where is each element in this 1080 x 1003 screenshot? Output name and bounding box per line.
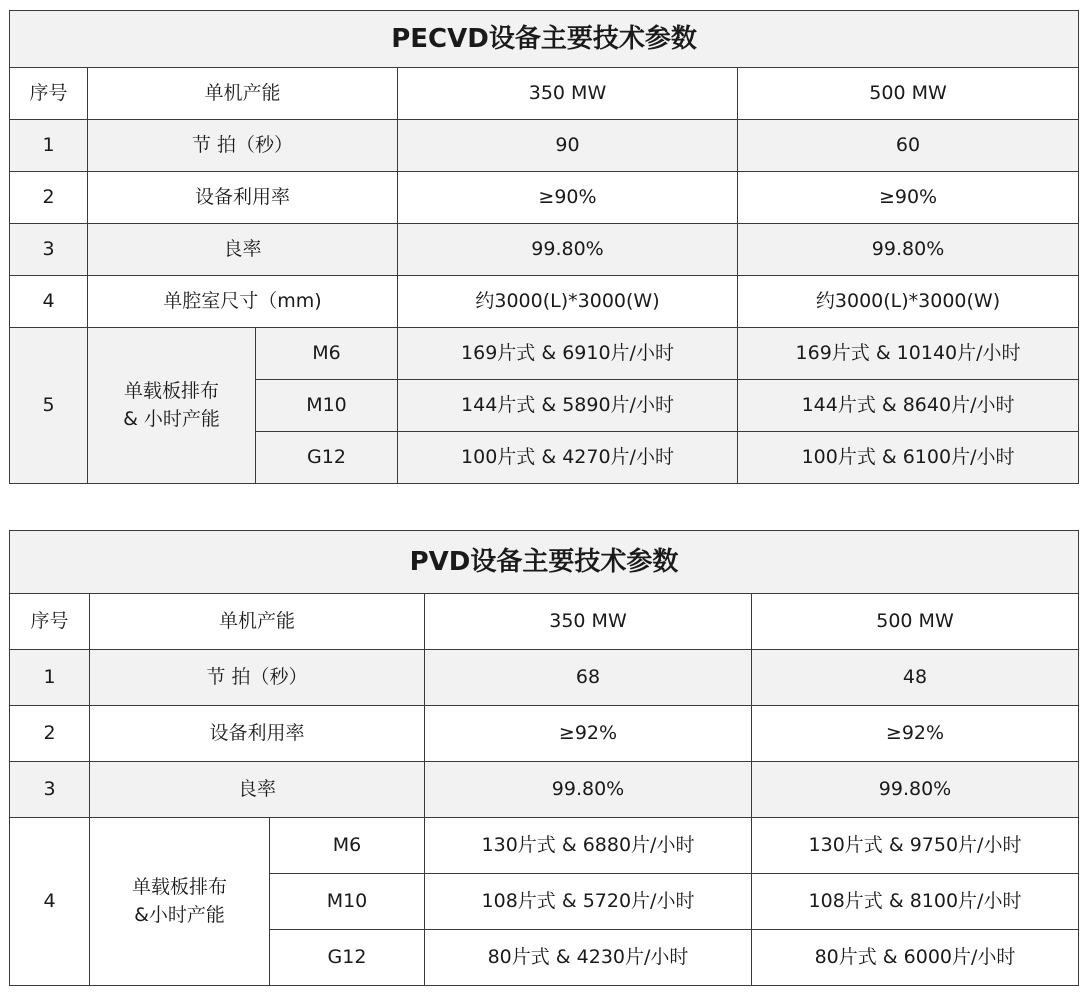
pecvd-spec-table xyxy=(9,10,1079,484)
value-350mw: ≥92% xyxy=(425,706,752,762)
row-label: 良率 xyxy=(88,224,398,276)
value-350mw: 约3000(L)*3000(W) xyxy=(398,276,738,328)
header-capacity: 单机产能 xyxy=(90,594,425,650)
value-500mw: 60 xyxy=(738,120,1079,172)
value-350mw: 169片式 & 6910片/小时 xyxy=(398,328,738,380)
value-500mw: 48 xyxy=(752,650,1079,706)
value-500mw: 130片式 & 9750片/小时 xyxy=(752,818,1079,874)
pecvd-table-title: PECVD设备主要技术参数 xyxy=(10,11,1079,68)
row-no: 3 xyxy=(10,762,90,818)
header-500mw: 500 MW xyxy=(752,594,1079,650)
row-label: 设备利用率 xyxy=(88,172,398,224)
header-no: 序号 xyxy=(10,68,88,120)
pvd-table-title: PVD设备主要技术参数 xyxy=(10,531,1079,594)
value-350mw: 80片式 & 4230片/小时 xyxy=(425,930,752,986)
value-500mw: 169片式 & 10140片/小时 xyxy=(738,328,1079,380)
value-350mw: 130片式 & 6880片/小时 xyxy=(425,818,752,874)
table-row xyxy=(10,172,1079,224)
row-no: 5 xyxy=(10,328,88,484)
value-500mw: 99.80% xyxy=(738,224,1079,276)
wafer-size: M10 xyxy=(256,380,398,432)
wafer-size: M6 xyxy=(270,818,425,874)
header-350mw: 350 MW xyxy=(398,68,738,120)
pecvd-header-row xyxy=(10,68,1079,120)
value-500mw: 108片式 & 8100片/小时 xyxy=(752,874,1079,930)
row-no: 3 xyxy=(10,224,88,276)
value-500mw: 80片式 & 6000片/小时 xyxy=(752,930,1079,986)
table-row xyxy=(10,762,1079,818)
row-label: 单腔室尺寸（mm) xyxy=(88,276,398,328)
row-label: 节 拍（秒） xyxy=(90,650,425,706)
pvd-spec-table xyxy=(9,530,1079,986)
table-row xyxy=(10,224,1079,276)
row-no: 2 xyxy=(10,706,90,762)
value-350mw: 99.80% xyxy=(425,762,752,818)
wafer-size: G12 xyxy=(256,432,398,484)
table-row xyxy=(10,818,1079,874)
group-label-line1: 单载板排布 xyxy=(123,379,219,402)
value-500mw: 144片式 & 8640片/小时 xyxy=(738,380,1079,432)
value-350mw: 144片式 & 5890片/小时 xyxy=(398,380,738,432)
row-no: 2 xyxy=(10,172,88,224)
value-350mw: 99.80% xyxy=(398,224,738,276)
row-no: 1 xyxy=(10,120,88,172)
value-500mw: 约3000(L)*3000(W) xyxy=(738,276,1079,328)
group-label-line1: 单载板排布 xyxy=(131,875,227,898)
row-no: 4 xyxy=(10,276,88,328)
table-row xyxy=(10,706,1079,762)
value-350mw: 100片式 & 4270片/小时 xyxy=(398,432,738,484)
value-350mw: 68 xyxy=(425,650,752,706)
header-350mw: 350 MW xyxy=(425,594,752,650)
value-500mw: 99.80% xyxy=(752,762,1079,818)
value-500mw: ≥92% xyxy=(752,706,1079,762)
header-no: 序号 xyxy=(10,594,90,650)
value-350mw: 90 xyxy=(398,120,738,172)
group-label-line2: & 小时产能 xyxy=(123,407,220,430)
table-row xyxy=(10,650,1079,706)
table-row xyxy=(10,120,1079,172)
group-label-line2: &小时产能 xyxy=(134,903,225,926)
header-capacity: 单机产能 xyxy=(88,68,398,120)
value-350mw: ≥90% xyxy=(398,172,738,224)
row-no: 1 xyxy=(10,650,90,706)
group-label xyxy=(90,818,270,986)
wafer-size: M10 xyxy=(270,874,425,930)
row-label: 设备利用率 xyxy=(90,706,425,762)
wafer-size: M6 xyxy=(256,328,398,380)
value-500mw: 100片式 & 6100片/小时 xyxy=(738,432,1079,484)
wafer-size: G12 xyxy=(270,930,425,986)
value-350mw: 108片式 & 5720片/小时 xyxy=(425,874,752,930)
value-500mw: ≥90% xyxy=(738,172,1079,224)
pvd-header-row xyxy=(10,594,1079,650)
row-label: 良率 xyxy=(90,762,425,818)
header-500mw: 500 MW xyxy=(738,68,1079,120)
group-label xyxy=(88,328,256,484)
table-row xyxy=(10,328,1079,380)
row-no: 4 xyxy=(10,818,90,986)
row-label: 节 拍（秒） xyxy=(88,120,398,172)
table-row xyxy=(10,276,1079,328)
